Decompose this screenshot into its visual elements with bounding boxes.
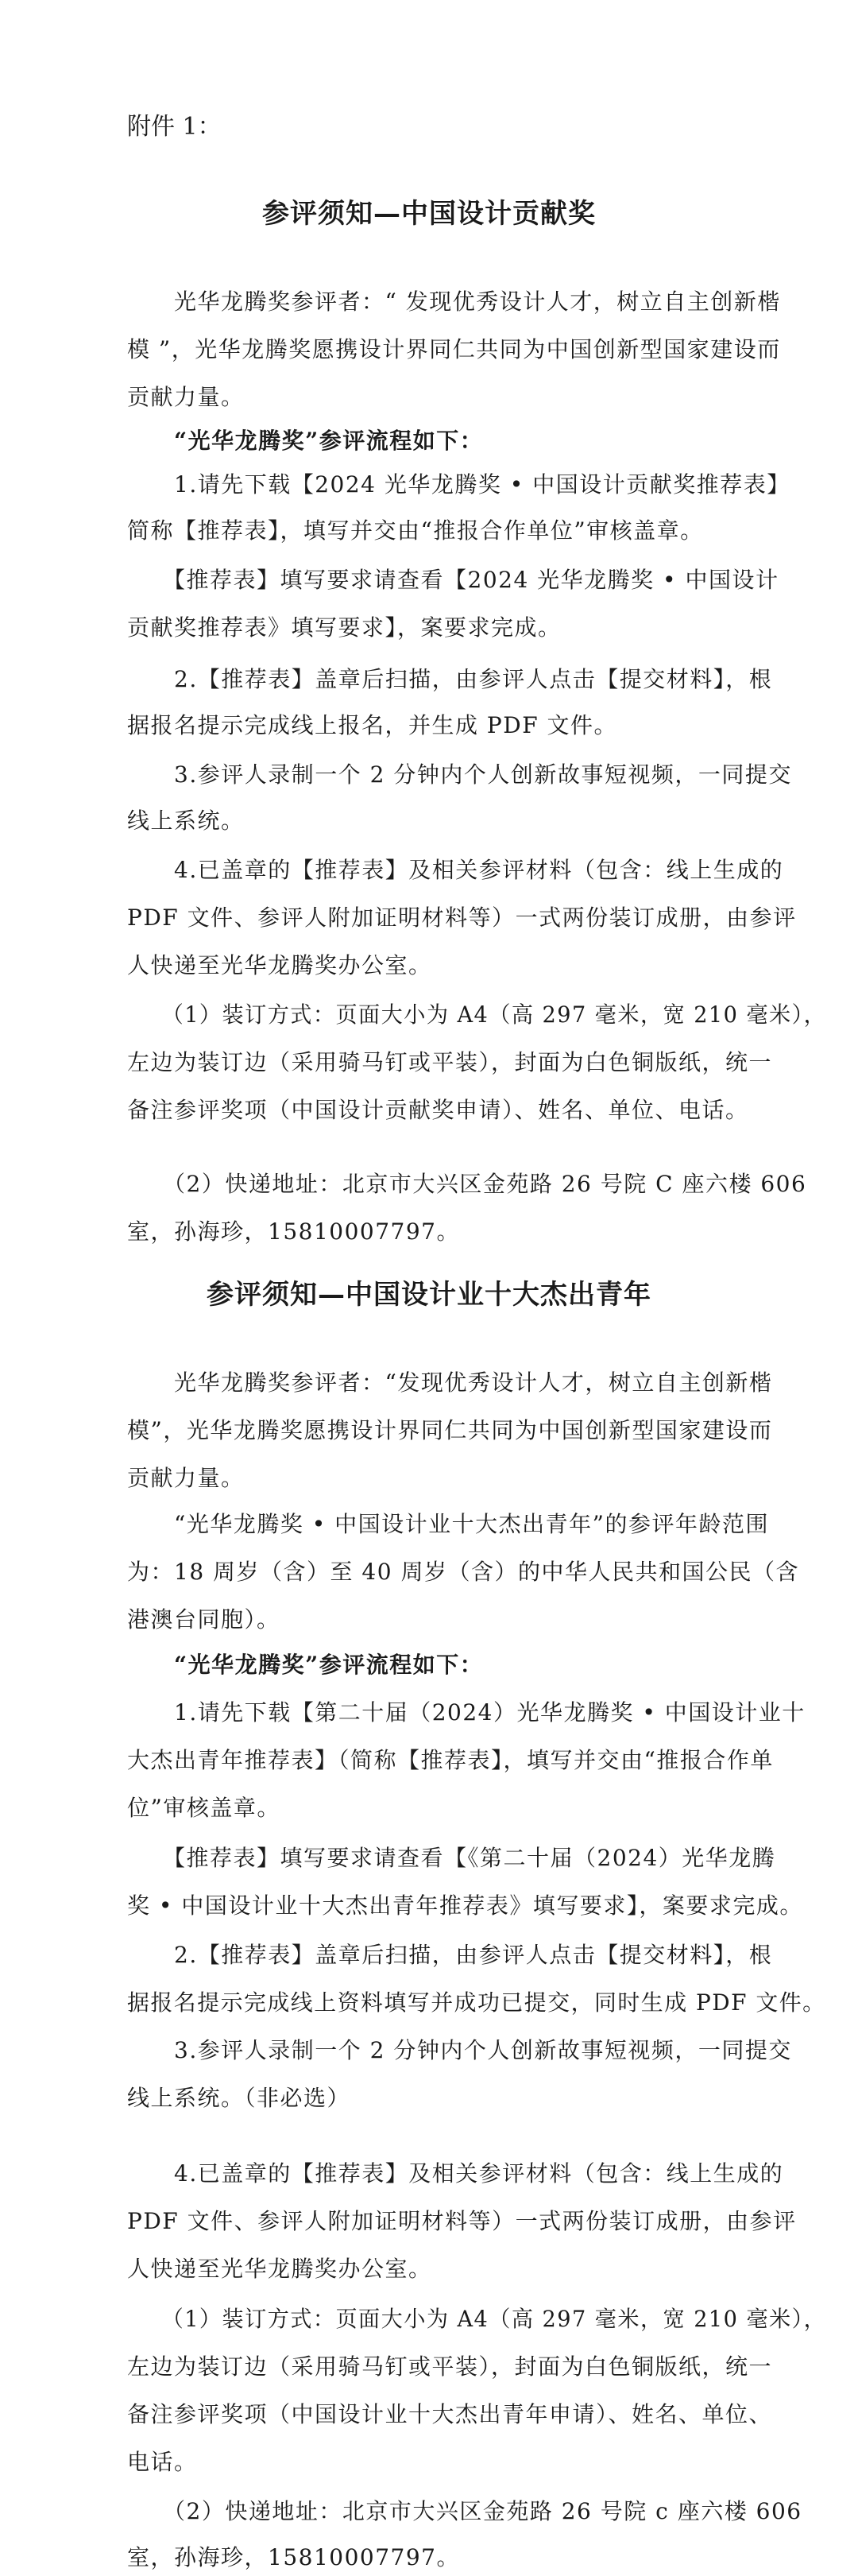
section1-line: 左边为装订边（采用骑马钉或平装），封面为白色铜版纸，统一 [127,1049,773,1075]
section2-line: 左边为装订边（采用骑马钉或平装），封面为白色铜版纸，统一 [127,2353,773,2380]
section1-line: 线上系统。 [127,808,245,834]
section2-line: 大杰出青年推荐表】（简称【推荐表】，填写并交由“推报合作单 [127,1747,774,1773]
section2-line: 【推荐表】填写要求请查看【《第二十届（2024）光华龙腾 [127,1845,776,1871]
section1-line: 据报名提示完成线上报名，并生成 PDF 文件。 [127,712,618,738]
section1-line: 3.参评人录制一个 2 分钟内个人创新故事短视频，一同提交 [127,761,792,788]
section2-title: 参评须知—中国设计业十大杰出青年 [207,1279,651,1311]
section2-line: 奖 • 中国设计业十大杰出青年推荐表》填写要求】，案要求完成。 [127,1892,803,1919]
section2-line: 室，孙海珍，15810007797。 [127,2544,460,2570]
section2-line: PDF 文件、参评人附加证明材料等）一式两份装订成册，由参评 [127,2208,797,2234]
section2-line: 为：18 周岁（含）至 40 周岁（含）的中华人民共和国公民（含 [127,1559,799,1585]
section2-line: 港澳台同胞）。 [127,1606,280,1633]
section1-line: 1.请先下载【2024 光华龙腾奖 • 中国设计贡献奖推荐表】 [127,471,790,498]
section2-line: “光华龙腾奖 • 中国设计业十大杰出青年”的参评年龄范围 [127,1511,769,1537]
section1-line: 【推荐表】填写要求请查看【2024 光华龙腾奖 • 中国设计 [127,567,779,593]
section1-process-heading: “光华龙腾奖”参评流程如下： [127,428,484,454]
section2-line: 2.【推荐表】盖章后扫描，由参评人点击【提交材料】，根 [127,1942,773,1968]
section2-line: 人快递至光华龙腾奖办公室。 [127,2256,432,2282]
section1-line: 人快递至光华龙腾奖办公室。 [127,952,432,978]
section2-line: 贡献力量。 [127,1465,245,1491]
section2-line: （1）装订方式：页面大小为 A4（高 297 毫米，宽 210 毫米）， [127,2306,827,2332]
section2-line: 光华龙腾奖参评者：“发现优秀设计人才，树立自主创新楷 [127,1369,773,1396]
section1-line: 贡献力量。 [127,384,245,410]
section2-line: 4.已盖章的【推荐表】及相关参评材料（包含：线上生成的 [127,2160,784,2187]
section1-title: 参评须知—中国设计贡献奖 [262,198,596,230]
section1-line: 备注参评奖项（中国设计贡献奖申请）、姓名、单位、电话。 [127,1097,749,1123]
section2-line: 1.请先下载【第二十届（2024）光华龙腾奖 • 中国设计业十 [127,1699,806,1726]
section1-line: （1）装订方式：页面大小为 A4（高 297 毫米，宽 210 毫米）， [127,1001,827,1028]
section1-line: 2.【推荐表】盖章后扫描，由参评人点击【提交材料】，根 [127,666,773,692]
section1-line: 光华龙腾奖参评者：“ 发现优秀设计人才，树立自主创新楷 [127,289,781,315]
section2-line: 模”，光华龙腾奖愿携设计界同仁共同为中国创新型国家建设而 [127,1417,773,1443]
section1-line: 室，孙海珍，15810007797。 [127,1218,460,1245]
section1-line: 贡献奖推荐表》填写要求】，案要求完成。 [127,614,562,641]
section2-line: 电话。 [127,2449,198,2475]
section2-line: （2）快递地址：北京市大兴区金苑路 26 号院 c 座六楼 606 [127,2498,802,2524]
section1-line: （2）快递地址：北京市大兴区金苑路 26 号院 C 座六楼 606 [127,1171,807,1197]
attachment-label: 附件 1： [127,113,222,141]
section2-line: 线上系统。（非必选） [127,2085,351,2111]
section2-line: 位”审核盖章。 [127,1795,280,1821]
section2-process-heading: “光华龙腾奖”参评流程如下： [127,1652,484,1678]
section2-line: 据报名提示完成线上资料填写并成功已提交，同时生成 PDF 文件。 [127,1989,826,2016]
section1-line: 简称【推荐表】，填写并交由“推报合作单位”审核盖章。 [127,517,704,544]
section1-line: 4.已盖章的【推荐表】及相关参评材料（包含：线上生成的 [127,857,784,883]
section2-line: 备注参评奖项（中国设计业十大杰出青年申请）、姓名、单位、 [127,2401,773,2427]
section2-line: 3.参评人录制一个 2 分钟内个人创新故事短视频，一同提交 [127,2037,792,2063]
section1-line: 模 ”，光华龙腾奖愿携设计界同仁共同为中国创新型国家建设而 [127,336,781,362]
section1-line: PDF 文件、参评人附加证明材料等）一式两份装订成册，由参评 [127,905,797,931]
